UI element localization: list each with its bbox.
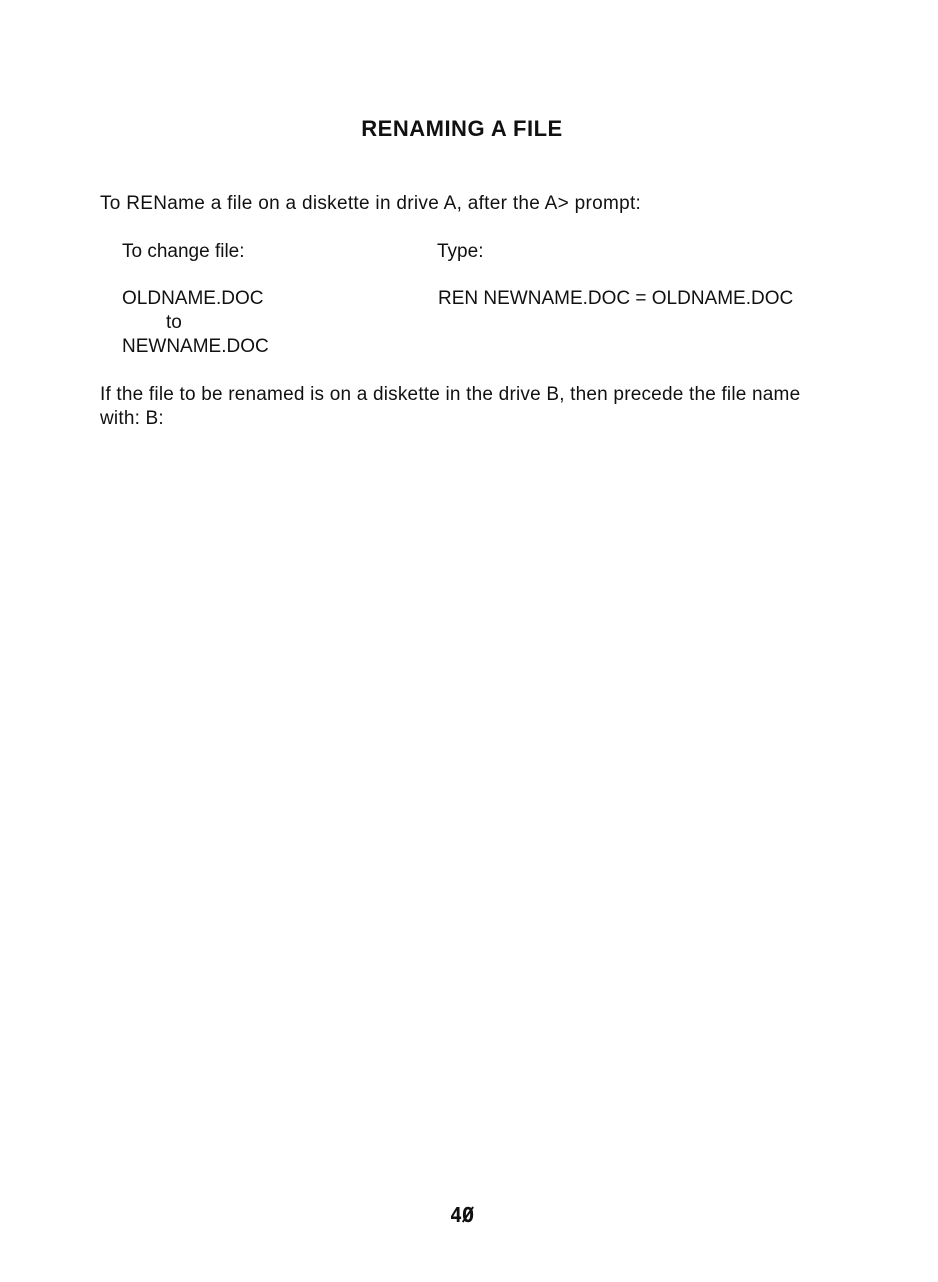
connector-word: to xyxy=(166,312,182,333)
page-number: 4Ø xyxy=(449,1203,475,1227)
type-column-header: Type: xyxy=(437,241,484,262)
change-file-column-header: To change file: xyxy=(122,241,245,262)
intro-paragraph: To REName a file on a diskette in drive A, after the A> prompt: xyxy=(100,193,642,214)
old-file-name: OLDNAME.DOC xyxy=(122,288,264,309)
page-title: RENAMING A FILE xyxy=(361,116,563,141)
new-file-name: NEWNAME.DOC xyxy=(122,336,269,357)
rename-command: REN NEWNAME.DOC = OLDNAME.DOC xyxy=(438,288,794,309)
drive-b-note: If the file to be renamed is on a diskette in the drive B, then precede the file name with: B: xyxy=(100,384,801,429)
